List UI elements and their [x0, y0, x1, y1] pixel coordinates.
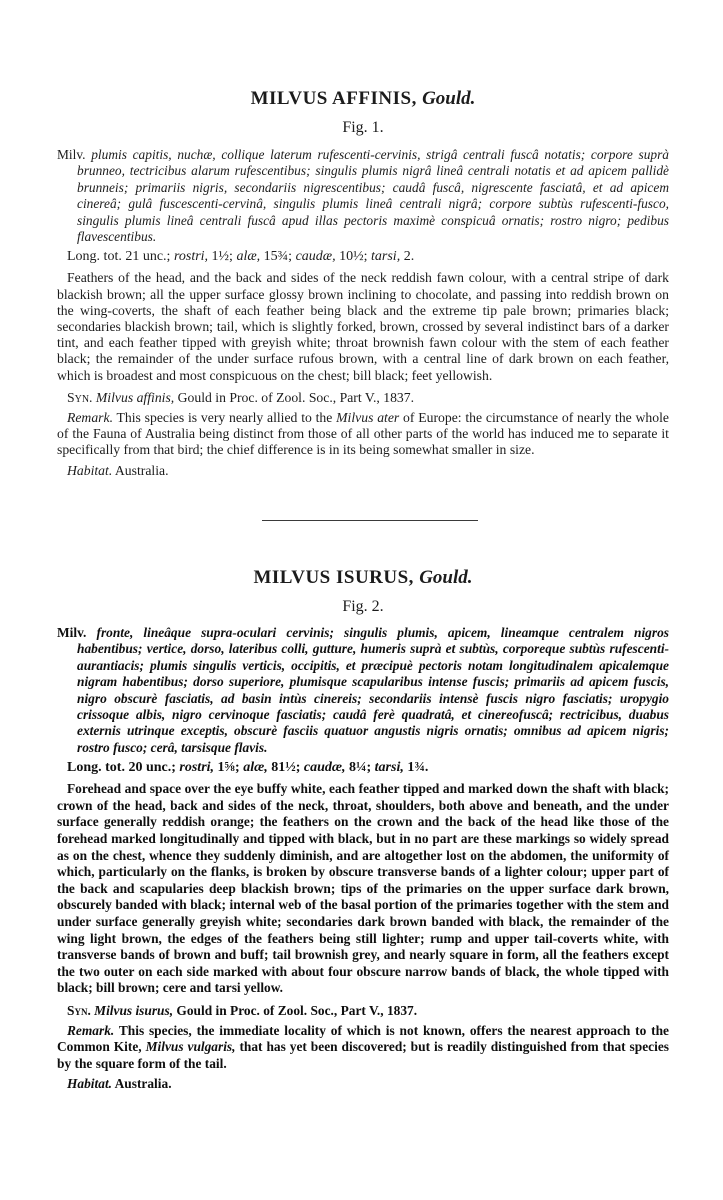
section-title: MILVUS AFFINIS, Gould.: [250, 88, 476, 109]
measurements: Long. tot. 20 unc.; rostri, 1⅝; alæ, 81½; caudæ, 8¼; tarsi, 1¾.: [67, 760, 429, 776]
remark: Remark. This species, the immediate locality of which is not known, offers the nearest approach to the Common Kite, Milvus vulgaris, that has yet been discovered; but is readily distinguished from that species by the square form of the tail.: [57, 1023, 670, 1071]
author: Gould.: [422, 88, 476, 109]
habitat: Habitat. Australia.: [67, 1075, 172, 1091]
section-milvus-affinis: [57, 88, 669, 479]
section-divider: [262, 520, 478, 521]
section-milvus-isurus: [57, 567, 669, 1092]
synonym: Syn. Milvus isurus, Gould in Proc. of Zool. Soc., Part V., 1837.: [67, 1002, 418, 1018]
english-description: Forehead and space over the eye buffy white, each feather tipped and marked down the shaft with black; crown of the head, back and sides of the neck, throat, shoulders, both above and beneath, and the under surface generally reddish orange; the feathers on the crown and the back of the head like those of the forehead marked longitudinally and tipped with black, but in no part are these markings so widely spread as on the chest, whence they suddenly diminish, and are altogether lost on the abdomen, the uniformity of which, particularly on the flanks, is broken by obscure transverse bands of a lighter colour; upper part of the back and scapularies deep blackish brown; tips of the primaries on the upper surface dark brown, obscurely banded with black; internal web of the basal portion of the primaries together with the stem and under surface generally greyish white; secondaries dark brown banded with black, the remainder of the wing light brown, the edges of the feathers being still lighter; rump and upper tail-coverts white, with transverse bands of brown and buff; tail brownish grey, and nearly square in form, all the feathers except the two outer on each side marked with about four obscure narrow bands of black, the whole tipped with black; bill brown; cere and tarsi yellow.: [57, 781, 669, 996]
english-description: Feathers of the head, and the back and sides of the neck reddish fawn colour, with a central stripe of dark blackish brown; all the upper surface glossy brown inclining to chocolate, and passing into reddish brown on the wing-coverts, the shaft of each feather being black and the extreme tip pale brown; primaries black; secondaries blackish brown; tail, which is slightly forked, brown, crossed by several indistinct bars of a darker tint, and each feather tipped with greyish white; throat brownish fawn colour with the stem of each feather black; the remainder of the under surface rufous brown, with a central line of dark brown on each feather, which is broadest and most conspicuous on the chest; bill black; feet yellowish.: [57, 270, 669, 383]
latin-description: Milv. fronte, lineâque supra-oculari cervinis; singulis plumis, apicem, lineamque centralem nigros habentibus; vertice, dorso, lateribus colli, gutture, humeris suprà et subtùs, corporeque subtùs rufescenti-aurantiacis; plumis singulis verticis, occipitis, et præcipuè pectoris notam longitudinalem apicalemque nigram habentibus; dorso superiore, plumisque scapularibus intense fuscis; primariis ad apicem fuscis, nigro obscurè fasciatis, ad basin intùs cinereis; secondariis intensè fuscis nigro fasciatis; uropygio crissoque albis, nigro cervinoque fasciatis; caudâ ferè quadratâ, et cinereofuscâ; rectricibus, duabus externis utrinque exceptis, obscurè fasciis quatuor angustis nigris ornatis; omnibus ad apicem nigris; rostro fusco; cerâ, tarsisque flavis.: [57, 625, 669, 755]
figure-label: Fig. 2.: [342, 598, 384, 615]
measurements: Long. tot. 21 unc.; rostri, 1½; alæ, 15¾; caudæ, 10½; tarsi, 2.: [67, 249, 415, 265]
remark: Remark. This species is very nearly allied to the Milvus ater of Europe: the circumstance of nearly the whole of the Fauna of Australia being distinct from those of all other parts of the world has induced me to separate it specifically from that bird; the chief difference is in its being somewhat smaller in size.: [57, 410, 669, 458]
synonym: Syn. Milvus affinis, Gould in Proc. of Zool. Soc., Part V., 1837.: [67, 389, 415, 405]
figure-label: Fig. 1.: [342, 119, 384, 136]
habitat: Habitat. Australia.: [67, 462, 169, 478]
author: Gould.: [419, 567, 473, 588]
section-title: MILVUS ISURUS, Gould.: [253, 567, 473, 588]
latin-description: Milv. plumis capitis, nuchæ, collique laterum rufescenti-cervinis, strigâ centrali fuscâ notatis; corpore suprà brunneo, tectricibus alarum rufescentibus; singulis plumis nigrâ lineâ centrali notatis et ad apicem pallidè brunneis; primariis nigris, secondariis nigrescentibus; caudâ fuscâ, nigrescente fasciatâ, et ad apicem cinereâ; gulâ fuscescenti-cervinâ, singulis plumis lineâ centrali nigrâ; corpore subtùs rufescenti-fusco, singulis plumis lineâ centrali fuscâ apud illas pectoris maximè conspicuâ ornatis; rostro nigro; pedibus flavescentibus.: [57, 147, 669, 245]
